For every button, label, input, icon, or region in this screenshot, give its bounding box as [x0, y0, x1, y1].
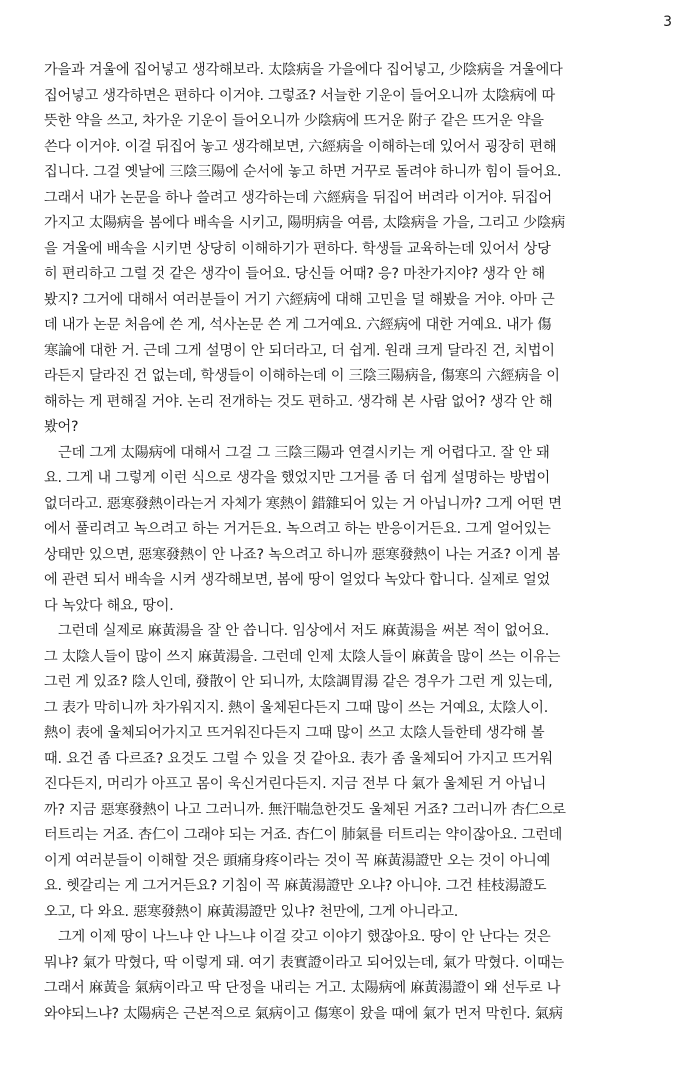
text-line: 을 겨울에 배속을 시키면 상당히 이해하기가 편하다. 학생들 교육하는데 있어서 상당 — [44, 240, 551, 257]
text-line: 봤지? 그거에 대해서 여러분들이 거기 六經病에 대해 고민을 덜 해봤을 거야. 아마 근 — [44, 291, 555, 308]
text-line: 와야되느냐? 太陽病은 근본적으로 氣病이고 傷寒이 왔을 때에 氣가 먼저 막힌다. 氣病 — [44, 1005, 563, 1022]
page-number: 3 — [663, 14, 672, 30]
text-line: 熱이 表에 울체되어가지고 뜨거워진다든지 그때 많이 쓰고 太陰人들한테 생각해 볼 — [44, 725, 545, 741]
text-line: 뭐냐? 氣가 막혔다, 딱 이렇게 돼. 여기 表實證이라고 되어있는데, 氣가 막혔다. 이때는 — [44, 954, 565, 971]
text-line: 요. 그게 내 그렇게 이런 식으로 생각을 했었지만 그거를 좀 더 쉽게 설명하는 방법이 — [44, 470, 551, 486]
text-line: 寒論에 대한 거. 근데 그게 설명이 안 되더라고, 더 쉽게. 원래 크게 달라진 건, 치법이 — [44, 342, 555, 359]
text-line: 이게 여러분들이 이해할 것은 頭痛身疼이라는 것이 꼭 麻黃湯證만 오는 것이 아니예 — [44, 852, 551, 869]
text-line: 데 내가 논문 처음에 쓴 게, 석사논문 쓴 게 그거예요. 六經病에 대한 거예요. 내가 傷 — [44, 317, 552, 333]
text-line: 그런 게 있죠? 陰人인데, 發散이 안 되니까, 太陰調胃湯 같은 경우가 그런 게 있는데, — [44, 674, 553, 690]
text-line: 가지고 太陽病을 봄에다 배속을 시키고, 陽明病을 여름, 太陰病을 가을, 그리고 少陰病 — [44, 215, 565, 231]
text-line: 쓴다 이거야. 이걸 뒤집어 놓고 생각해보면, 六經病을 이해하는데 있어서 굉장히 편해 — [44, 138, 557, 155]
text-line: 그게 이제 땅이 나느냐 안 나느냐 이걸 갖고 이야기 했잖아요. 땅이 안 난다는 것은 — [58, 929, 551, 945]
text-line: 뜻한 약을 쓰고, 차가운 기운이 들어오니까 少陰病에 뜨거운 附子 같은 뜨거운 약을 — [44, 113, 544, 129]
text-line: 그래서 내가 논문을 하나 쓸려고 생각하는데 六經病을 뒤집어 버려라 이거야. 뒤집어 — [44, 189, 553, 206]
text-line: 에서 풀리려고 녹으려고 하는 거거든요. 녹으려고 하는 반응이거든요. 그게 얼어있는 — [44, 521, 551, 537]
text-line: 라든지 달라진 건 없는데, 학생들이 이해하는데 이 三陰三陽病을, 傷寒의 六經病을 이 — [44, 368, 560, 384]
text-line: 집니다. 그걸 옛날에 三陰三陽에 순서에 놓고 하면 거꾸로 돌려야 하니까 힘이 들어요. — [44, 164, 562, 180]
text-line: 진다든지, 머리가 아프고 몸이 욱신거린다든지. 지금 전부 다 氣가 울체된 거 아닙니 — [44, 776, 547, 792]
text-line: 없더라고. 惡寒發熱이라는거 자체가 寒熱이 錯雜되어 있는 거 아닙니까? 그게 어떤 면 — [44, 495, 562, 512]
paragraph — [44, 441, 666, 620]
text-line: 가을과 겨울에 집어넣고 생각해보라. 太陰病을 가을에다 집어넣고, 少陰病을 겨울에다 — [44, 62, 563, 78]
text-line: 다 녹았다 해요, 땅이. — [44, 597, 174, 614]
text-line: 까? 지금 惡寒發熱이 나고 그러니까. 無汗喘急한것도 울체된 거죠? 그러니까 杏仁으로 — [44, 801, 566, 818]
paragraph — [44, 619, 666, 925]
paragraph — [44, 925, 666, 1027]
text-line: 상태만 있으면, 惡寒發熱이 안 나죠? 녹으려고 하니까 惡寒發熱이 나는 거죠? 이게 봄 — [44, 546, 560, 563]
text-line: 에 관련 되서 배속을 시켜 생각해보면, 봄에 땅이 얼었다 녹았다 합니다. 실제로 얼었 — [44, 572, 551, 588]
text-line: 오고, 다 와요. 惡寒發熱이 麻黃湯證만 있냐? 천만에, 그게 아니라고. — [44, 903, 459, 920]
text-line: 집어넣고 생각하면은 편하다 이거야. 그렇죠? 서늘한 기운이 들어오니까 太陰病에 따 — [44, 87, 556, 104]
paragraph — [44, 58, 666, 441]
text-line: 때. 요건 좀 다르죠? 요것도 그럴 수 있을 것 같아요. 表가 좀 울체되어 가지고 뜨거워 — [44, 750, 553, 767]
text-line: 히 편리하고 그럴 것 같은 생각이 들어요. 당신들 어때? 응? 마찬가지야? 생각 안 해 — [44, 266, 545, 282]
text-line: 봤어? — [44, 419, 79, 435]
text-line: 그런데 실제로 麻黃湯을 잘 안 씁니다. 임상에서 저도 麻黃湯을 써본 적이 없어요. — [58, 623, 550, 639]
text-line: 해하는 게 편해질 거야. 논리 전개하는 것도 편하고. 생각해 본 사람 없어? 생각 안 해 — [44, 393, 553, 410]
text-line: 그 表가 막히니까 차가워지지. 熱이 울체된다든지 그때 많이 쓰는 거예요, 太陰人이. — [44, 699, 549, 716]
body-text — [44, 58, 666, 1027]
text-line: 터트리는 거죠. 杏仁이 그래야 되는 거죠. 杏仁이 肺氣를 터트리는 약이잖아요. 그런데 — [44, 827, 563, 843]
text-line: 그래서 麻黃을 氣病이라고 딱 단정을 내리는 거고. 太陽病에 麻黃湯證이 왜 선두로 나 — [44, 980, 561, 996]
text-line: 그 太陰人들이 많이 쓰지 麻黃湯을. 그런데 인제 太陰人들이 麻黃을 많이 쓰는 이유는 — [44, 648, 561, 665]
text-line: 요. 헷갈리는 게 그거거든요? 기침이 꼭 麻黃湯證만 오냐? 아니야. 그건 桂枝湯證도 — [44, 878, 547, 894]
text-line: 근데 그게 太陽病에 대해서 그걸 그 三陰三陽과 연결시키는 게 어렵다고. 잘 안 돼 — [58, 444, 550, 461]
